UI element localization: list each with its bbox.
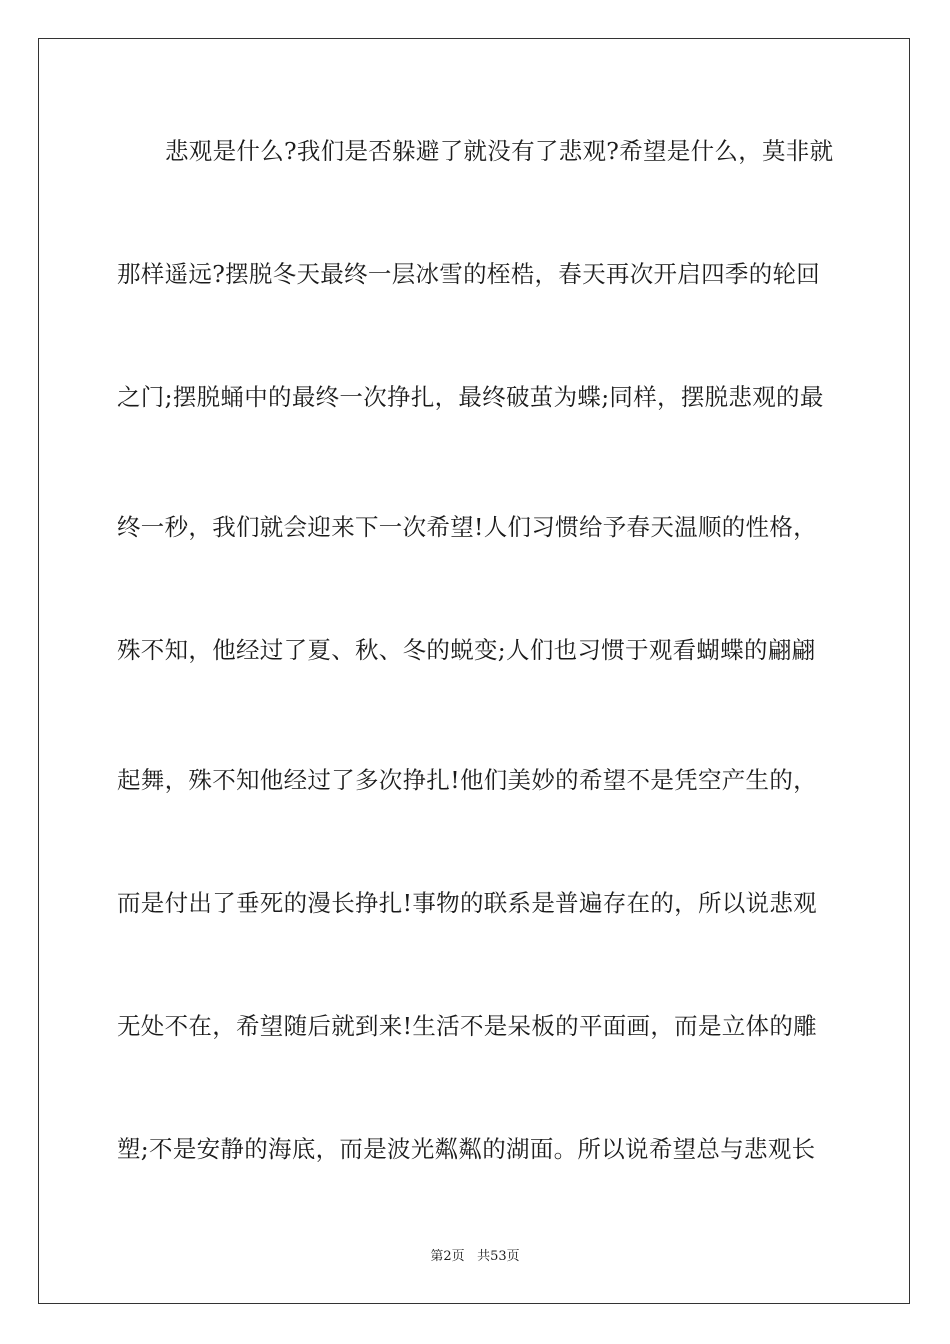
body-line-1: 悲观是什么?我们是否躲避了就没有了悲观?希望是什么，莫非就 (165, 137, 834, 165)
body-line-7: 而是付出了垂死的漫长挣扎!事物的联系是普遍存在的，所以说悲观 (117, 889, 817, 917)
page-number: 第2页 (430, 1249, 465, 1264)
page-border (38, 38, 910, 1304)
body-line-8: 无处不在，希望随后就到来!生活不是呆板的平面画，而是立体的雕 (117, 1012, 817, 1040)
body-line-9: 塑;不是安静的海底，而是波光粼粼的湖面。所以说希望总与悲观长 (117, 1135, 816, 1163)
page-footer (0, 1248, 950, 1266)
page-total: 共53页 (477, 1249, 520, 1264)
body-line-3: 之门;摆脱蛹中的最终一次挣扎，最终破茧为蝶;同样，摆脱悲观的最 (117, 383, 824, 411)
body-line-5: 殊不知，他经过了夏、秋、冬的蜕变;人们也习惯于观看蝴蝶的翩翩 (117, 636, 816, 664)
body-line-6: 起舞，殊不知他经过了多次挣扎!他们美妙的希望不是凭空产生的， (117, 766, 817, 794)
body-line-2: 那样遥远?摆脱冬天最终一层冰雪的桎梏，春天再次开启四季的轮回 (117, 260, 821, 288)
body-line-4: 终一秒，我们就会迎来下一次希望!人们习惯给予春天温顺的性格， (117, 513, 817, 541)
